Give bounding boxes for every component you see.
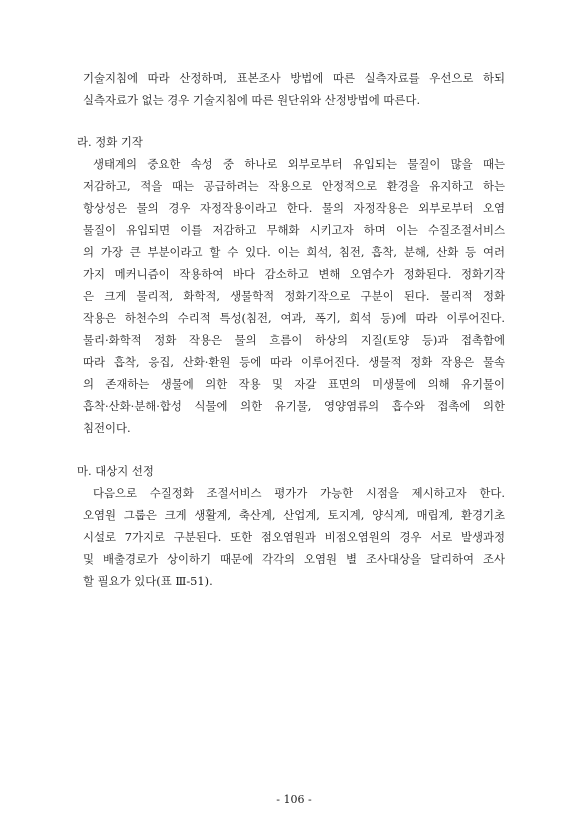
section-ra-line: 생태계의 중요한 속성 중 하나로 외부로부터 유입되는 물질이 많을 때는 xyxy=(93,157,505,171)
section-ra-line: 의 가장 큰 부분이라고 할 수 있다. 이는 희석, 침전, 흡착, 분해, 산화 등 여러 xyxy=(83,245,505,259)
section-ra-line: 은 크게 물리적, 화학적, 생물학적 정화기작으로 구분이 된다. 물리적 정화 xyxy=(83,289,505,303)
section-ra-line: 따라 흡착, 응집, 산화·환원 등에 따라 이루어진다. 생물적 정화 작용은 물속 xyxy=(83,355,505,369)
page-number: - 106 - xyxy=(276,793,312,806)
section-heading-ma: 마. 대상지 선정 xyxy=(77,464,154,478)
section-ra-line: 저감하고, 적을 때는 공급하려는 작용으로 안정적으로 환경을 유지하고 하는 xyxy=(83,179,505,193)
section-ma-line: 오염원 그룹은 크게 생활계, 축산계, 산업계, 토지계, 양식계, 매립계, 환경기초 xyxy=(83,508,505,522)
section-ra-line: 물질이 유입되면 이를 저감하고 무해화 시키고자 하며 이는 수질조절서비스 xyxy=(83,223,505,237)
section-ra-line: 물리·화학적 정화 작용은 물의 흐름이 하상의 지질(토양 등)과 접촉함에 xyxy=(83,333,505,347)
section-ra-line: 작용은 하천수의 수리적 특성(침전, 여과, 폭기, 희석 등)에 따라 이루어진다. xyxy=(83,311,505,325)
section-ma-line: 및 배출경로가 상이하기 때문에 각각의 오염원 별 조사대상을 달리하여 조사 xyxy=(83,552,505,566)
intro-line: 실측자료가 없는 경우 기술지침에 따른 원단위와 산정방법에 따른다. xyxy=(83,93,421,107)
section-ma-line: 시설로 7가지로 구분된다. 또한 점오염원과 비점오염원의 경우 서로 발생과정 xyxy=(83,530,505,544)
section-ra-line: 흡착·산화·분해·합성 식물에 의한 유기물, 영양염류의 흡수와 접촉에 의한 xyxy=(83,399,505,413)
section-ra-line: 항상성은 물의 경우 자정작용이라고 한다. 물의 자정작용은 외부로부터 오염 xyxy=(83,201,505,215)
intro-line: 기술지침에 따라 산정하며, 표본조사 방법에 따른 실측자료를 우선으로 하되 xyxy=(83,71,505,85)
section-heading-ra: 라. 정화 기작 xyxy=(77,135,143,149)
section-ma-line: 할 필요가 있다(표 Ⅲ-51). xyxy=(83,574,213,588)
section-ra-line: 의 존재하는 생물에 의한 작용 및 자갈 표면의 미생물에 의해 유기물이 xyxy=(83,377,505,391)
section-ra-line: 가지 메커니즘이 작용하여 바다 감소하고 변해 오염수가 정화된다. 정화기작 xyxy=(83,267,505,281)
section-ma-line: 다음으로 수질정화 조절서비스 평가가 가능한 시점을 제시하고자 한다. xyxy=(93,486,505,500)
section-ra-line: 침전이다. xyxy=(83,421,131,435)
